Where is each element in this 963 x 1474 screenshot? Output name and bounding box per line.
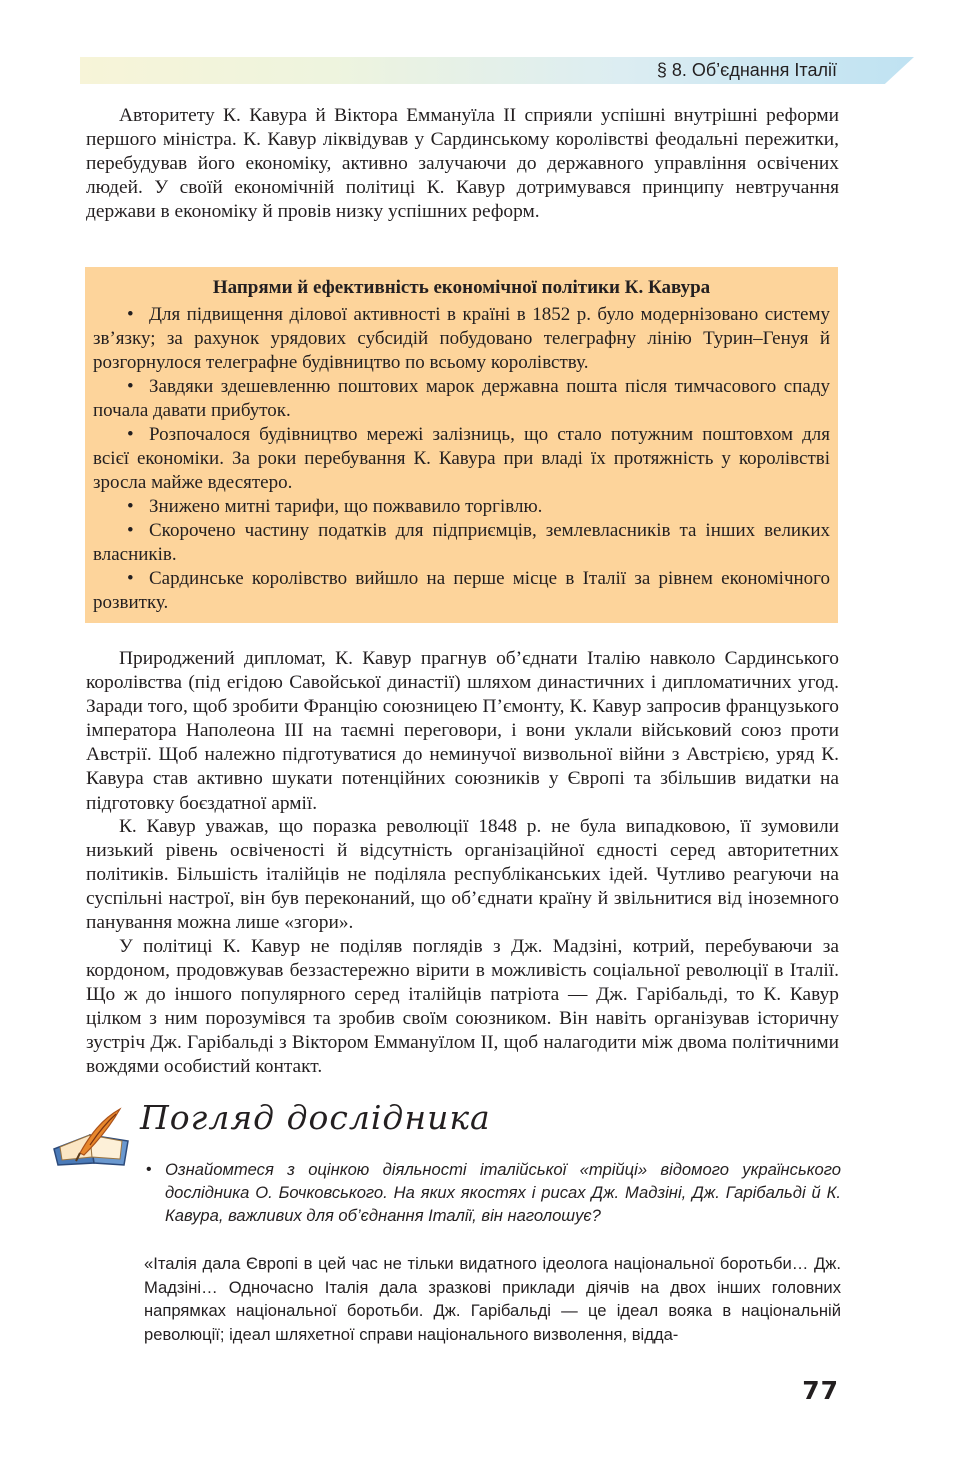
infobox-item-text: Сардинське королівство вийшло на перше місце в Італії за рівнем економічного розвитку. bbox=[93, 568, 830, 613]
infobox-item-text: Для підвищення ділової активності в країні в 1852 р. було модернізовано систему зв’язку; за рахунок урядових субсидій побудовано телеграфну лінію Турин–Генуя й розгорнулося телеграфне будівництво по всьому королівству. bbox=[93, 304, 830, 373]
infobox bbox=[85, 267, 838, 623]
bullet-icon: • bbox=[146, 1161, 152, 1178]
book-quill-icon bbox=[50, 1105, 140, 1167]
infobox-item-text: Скорочено частину податків для підприємців, землевласників та інших великих власників. bbox=[93, 520, 830, 565]
infobox-item bbox=[93, 375, 830, 423]
body-paragraph: У політиці К. Кавур не поділяв поглядів з Дж. Мадзіні, котрий, перебуваючи за кордоном, продовжував беззастережно вірити в можливість соціальної революції в Італії. Що ж до іншого популярного серед італійців патріота — Дж. Гарібальді, то К. Кавур цілком з ним порозумівся та зробив своїм союзником. Він навіть організував історичну зустріч Дж. Гарібальді з Віктором Еммануїлом ІІ, щоб налагодити між двома політичними вождями особистий контакт. bbox=[86, 936, 839, 1078]
infobox-item-text: Розпочалося будівництво мережі залізниць, що стало потужним поштовхом для всієї економіки. За роки перебування К. Кавура при владі їх протяжність у королівстві зросла майже вдесятеро. bbox=[93, 424, 830, 493]
infobox-item-text: Знижено митні тарифи, що пожвавило торгівлю. bbox=[149, 496, 543, 517]
bullet-icon: • bbox=[127, 304, 134, 325]
bullet-icon: • bbox=[127, 424, 134, 445]
section-heading: § 8. Об’єднання Італії bbox=[656, 60, 837, 80]
infobox-item bbox=[93, 495, 830, 519]
infobox-item bbox=[93, 519, 830, 567]
researcher-section-title: Погляд дослідника bbox=[140, 1098, 491, 1137]
infobox-item bbox=[93, 567, 830, 615]
researcher-quote: «Італія дала Європі в цей час не тільки видатного ідеолога національної боротьби… Дж. Мадзіні… Одночасно Італія дала зразкові приклади діячів на двох інших головних напрямках національної боротьби. Дж. Гарібальді — це ідеал вояка в національній революції; ідеал шляхетної справи національного визволення, відда- bbox=[144, 1254, 841, 1344]
bullet-icon: • bbox=[127, 496, 134, 517]
infobox-title: Напрями й ефективність економічної політики К. Кавура bbox=[212, 277, 711, 298]
infobox-item bbox=[93, 303, 830, 375]
infobox-item-text: Завдяки здешевленню поштових марок державна пошта після тимчасового спаду почала давати прибуток. bbox=[93, 376, 830, 421]
infobox-item bbox=[93, 423, 830, 495]
body-paragraph: К. Кавур уважав, що поразка революції 1848 р. не була випадковою, її зумовили низький рівень освіченості й відсутність організаційної єдності серед авторитетних політиків. Більшість італійців не поділяла республіканських ідей. Чутливо реагуючи на суспільні настрої, він був переконаний, що об’єднати країну й звільнитися від іноземного панування можна лише «згори». bbox=[86, 816, 839, 934]
body-paragraph: Природжений дипломат, К. Кавур прагнув об’єднати Італію навколо Сардинського королівства (під егідою Савойської династії) шляхом династичних і дипломатичних угод. Заради того, щоб зробити Францію союзницею П’ємонту, К. Кавур запросив французького імператора Наполеона ІІІ на таємні переговори, і вони уклали військовий союз проти Австрії. Щоб належно підготуватися до неминучої визвольної війни з Австрією, уряд К. Кавура став активно шукати потенційних союзників у Європі та збільшив видатки на підготовку боєздатної армії. bbox=[86, 648, 839, 814]
bullet-icon: • bbox=[127, 520, 134, 541]
research-task: Ознайомтеся з оцінкою діяльності італійської «трійці» відомого українського дослідника О. Бочковського. На яких якостях і рисах Дж. Мадзіні, Дж. Гарібальді й К. Кавура, важливих для об’єднання Італії, він наголошує? bbox=[165, 1160, 841, 1225]
bullet-icon: • bbox=[127, 568, 134, 589]
bullet-icon: • bbox=[127, 376, 134, 397]
page-number: 77 bbox=[802, 1376, 839, 1405]
intro-paragraph: Авторитету К. Кавура й Віктора Еммануїла ІІ сприяли успішні внутрішні реформи першого міністра. К. Кавур ліквідував у Сардинському королівстві феодальні пережитки, перебудував його економіку, активно залучаючи до державного управління освічених людей. У своїй економічній політиці К. Кавур дотримувався принципу невтручання держави в економіку й провів низку успішних реформ. bbox=[86, 105, 839, 223]
